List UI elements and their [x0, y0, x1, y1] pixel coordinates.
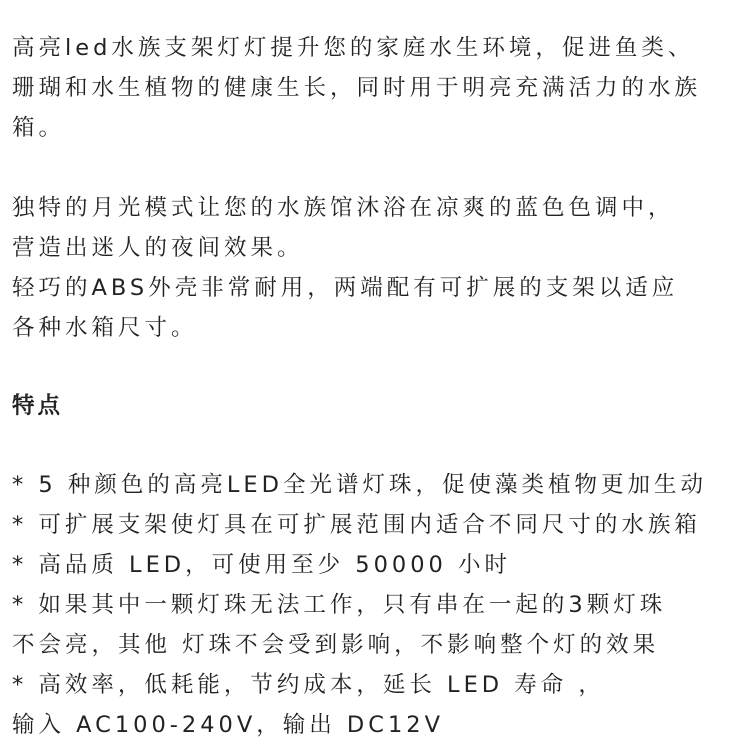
description-line-2: 营造出迷人的夜间效果。 [12, 235, 304, 261]
feature-line-4: * 如果其中一颗灯珠无法工作，只有串在一起的3颗灯珠 [12, 592, 667, 618]
description-line-1: 独特的月光模式让您的水族馆沐浴在凉爽的蓝色色调中， [12, 195, 675, 221]
feature-line-3: * 高品质 LED，可使用至少 50000 小时 [12, 552, 512, 578]
intro-line-1: 高亮led水族支架灯灯提升您的家庭水生环境，促进鱼类、 [12, 35, 695, 61]
intro-line-2: 珊瑚和水生植物的健康生长，同时用于明亮充满活力的水族 [12, 75, 702, 101]
features-heading: 特点 [12, 393, 64, 419]
feature-line-5: 不会亮，其他 灯珠不会受到影响，不影响整个灯的效果 [12, 632, 660, 658]
intro-line-3: 箱。 [12, 115, 66, 141]
feature-line-6: * 高效率，低耗能，节约成本，延长 LED 寿命 ， [12, 672, 605, 698]
description-line-4: 各种水箱尺寸。 [12, 315, 198, 341]
feature-line-7: 输入 AC100-240V，输出 DC12V [12, 712, 444, 738]
feature-line-2: * 可扩展支架使灯具在可扩展范围内适合不同尺寸的水族箱 [12, 512, 701, 538]
description-line-3: 轻巧的ABS外壳非常耐用，两端配有可扩展的支架以适应 [12, 275, 679, 301]
feature-line-1: * 5 种颜色的高亮LED全光谱灯珠，促使藻类植物更加生动 [12, 472, 707, 498]
